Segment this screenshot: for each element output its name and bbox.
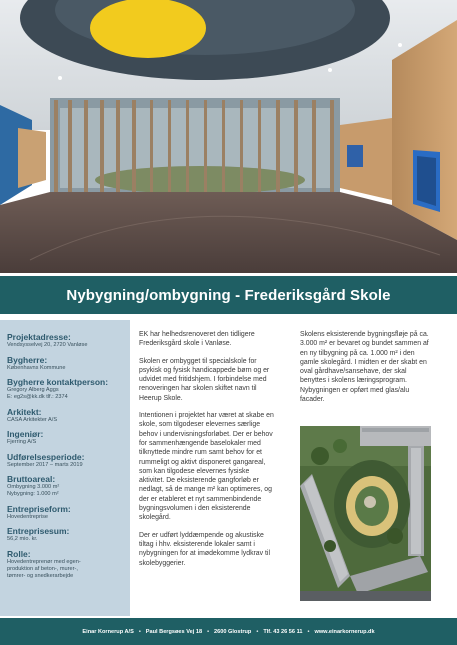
paragraph: EK har helhedsrenoveret den tidligere Frederiksgård skole i Vanløse. [139,331,255,348]
field-value: Ombygning 3.000 m² Nybygning: 1.000 m² [7,484,60,497]
field-label: Rolle: [7,548,31,559]
field-contract-sum [7,526,124,543]
field-label: Arkitekt: [7,406,42,417]
body-column-1 [139,330,275,576]
footer-separator: • [138,628,141,635]
footer-separator: • [207,628,210,635]
paragraph: Skolens eksisterende bygningsfløje på ca. 3.000 m² er bevaret og bundet sammen af en ny tilbygning på ca. 1.000 m² i den gamle skolegård. I midten er der skabt en oval gårdhave/sansehave, der skal benyttes i skolens læringsprogram. Nybygningen er opført med glas/alu facader. [300,331,429,404]
field-gross-area [7,474,124,498]
project-facts-sidebar [0,320,130,616]
field-contract-form [7,504,124,521]
field-label: Projektadresse: [7,332,71,342]
field-role [7,549,124,580]
hero-photo [0,0,457,273]
paragraph: Der er udført lyddæmpende og akustiske tiltag i hhv. eksisterende lokaler samt i nybygningen for at imødekomme lydkrav til skolebyggerier. [139,531,270,567]
field-engineer [7,429,124,446]
body-column-2 [300,330,432,412]
field-label: Bygherre: [7,354,48,365]
field-label: Ingeniør: [7,429,44,439]
paragraph: Intentionen i projektet har været at skabe en skole, som tilgodeser elevernes særlige behov i undervisningsforløbet. Der er behov for sammenhængende baselokaler med tilknyttede mindre rum samt behov for et rummeligt og aktivt disponeret gangareal, som kan tilgodese elevernes fysiske aktivitet. De eksisterende gangforløb er nedlagt, så de mange m² kan optimeres, og der er etableret et nyt sammenbindende bygningsvolumen i den eksisterende skolegård. [139,412,274,522]
footer-bar [0,618,457,645]
title-band [0,276,457,314]
field-client-contact [7,377,124,401]
field-client [7,355,124,372]
page-title: Nybygning/ombygning - Frederiksgård Skole [66,286,391,304]
field-label: Bygherre kontaktperson: [7,377,109,387]
field-label: Udførelsesperiode: [7,451,85,462]
paragraph: Skolen er ombygget til specialskole for psykisk og fysisk handicappede børn og er udvidet med fritidshjem. I forbindelse med renoveringen har skolen skiftet navn til Heerup Skole. [139,357,270,402]
footer-phone: Tlf. 43 26 56 11 [263,628,303,635]
field-value: Vendsysselvej 20, 2720 Vanløse [7,342,88,348]
field-label: Entreprisesum: [7,526,70,536]
field-value: Gregory Alberg Aggs E: eg2s@kk.dk tlf.: 2374 [7,387,68,400]
footer-separator: • [307,628,310,635]
field-label: Entrepriseform: [7,503,71,514]
footer-city: 2600 Glostrup [214,628,252,635]
field-value: Hovedentreprenør med egen- produktion af beton-, murer-, tømrer- og snedkerarbejde [7,558,81,579]
field-value: Fjerring A/S [7,439,37,445]
footer-company: Einar Kornerup A/S [82,628,134,635]
field-value: September 2017 – marts 2019 [7,461,83,468]
footer-address: Paul Bergsøes Vej 18 [145,628,203,635]
field-value: Hovedentreprise [7,513,49,520]
field-label: Bruttoareal: [7,474,56,484]
field-value: Københavns Kommune [7,364,66,371]
field-architect [7,407,124,424]
field-period [7,452,124,469]
field-value: CASA Arkitekter A/S [7,416,58,423]
field-project-address [7,332,124,349]
footer-website[interactable]: www.einarkornerup.dk [314,628,375,635]
aerial-photo [300,426,431,601]
field-value: 56,2 mio. kr. [7,536,38,542]
footer-separator: • [256,628,259,635]
